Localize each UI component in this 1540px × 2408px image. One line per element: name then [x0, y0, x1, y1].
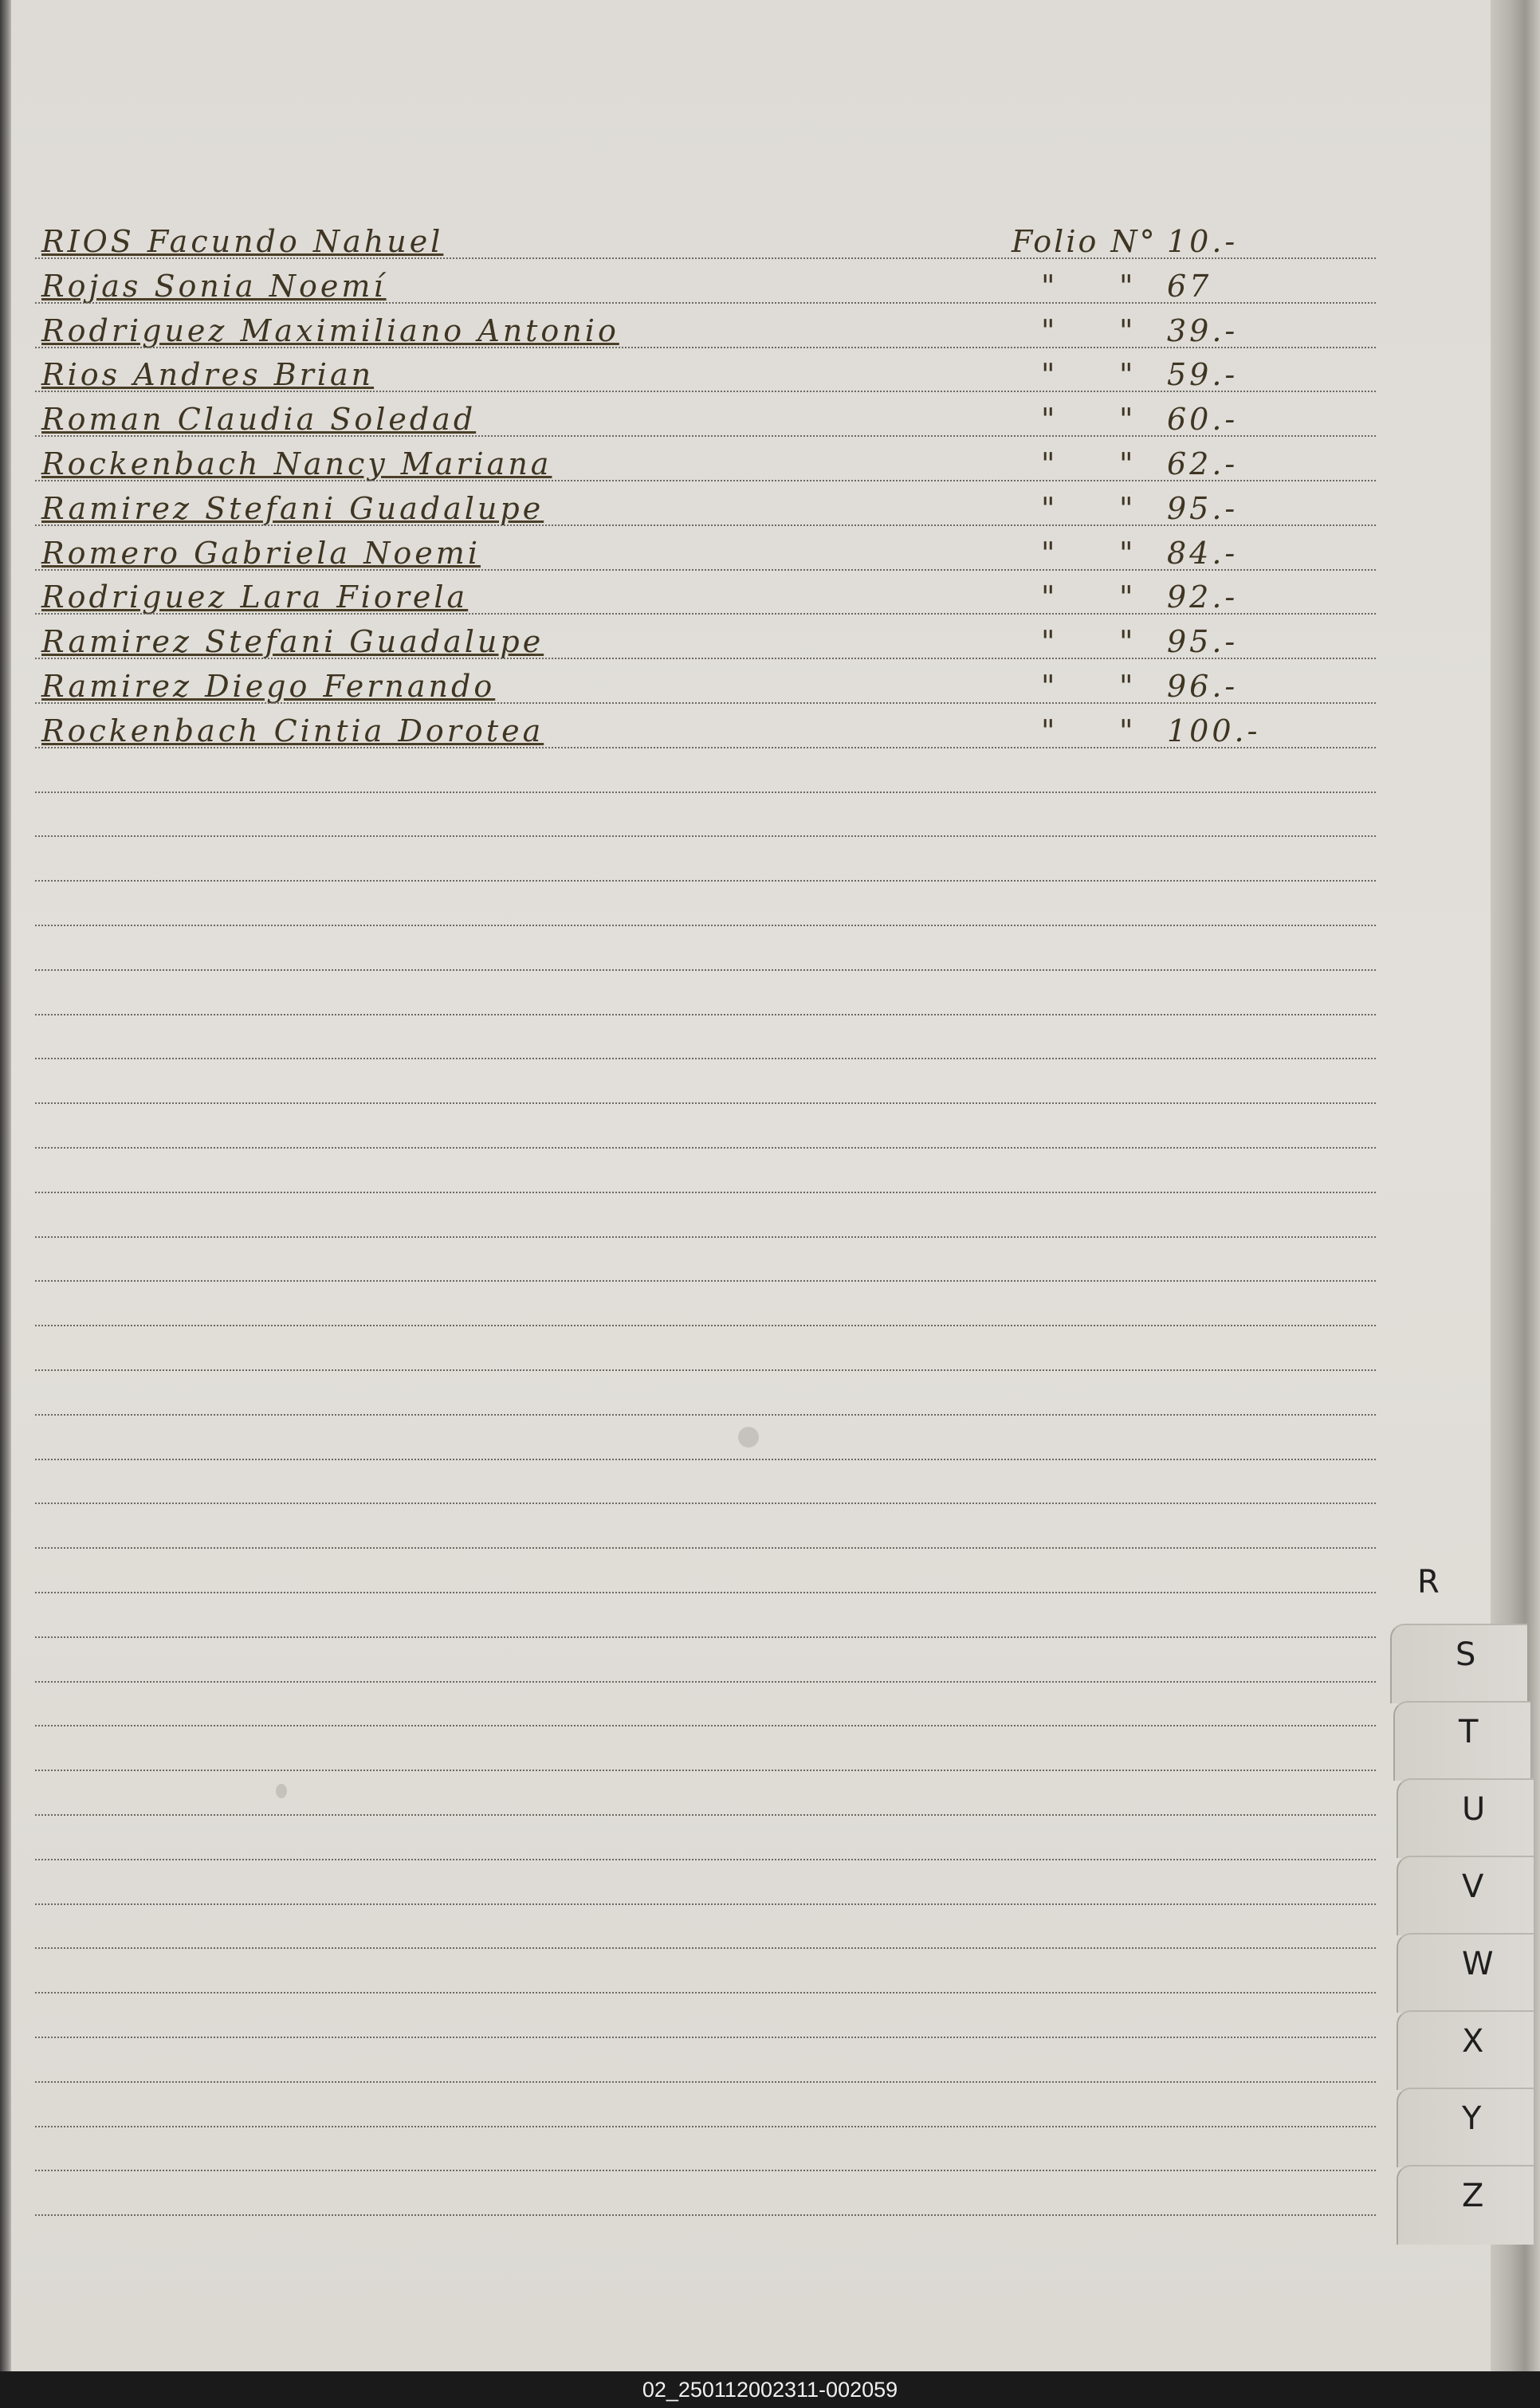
ruled-line: [35, 1102, 1376, 1104]
ruled-line: [35, 658, 1376, 659]
ditto-mark: ": [1119, 490, 1133, 526]
ruled-line: [35, 1770, 1376, 1771]
entry-name: Ramirez Stefani Guadalupe: [41, 624, 544, 660]
ditto-mark: ": [1041, 446, 1055, 481]
index-tab-y[interactable]: [1397, 2088, 1534, 2167]
folio-number: 10.-: [1167, 224, 1239, 259]
folio-label: Folio N°: [1012, 224, 1157, 259]
ditto-mark: ": [1119, 535, 1133, 571]
folio-number: 84.-: [1167, 535, 1239, 571]
ruled-line: [35, 2081, 1376, 2083]
index-entry: [35, 713, 1376, 792]
ditto-mark: ": [1041, 624, 1055, 660]
folio-number: 95.-: [1167, 624, 1239, 660]
index-tab-w[interactable]: [1397, 1933, 1534, 2013]
ditto-mark: ": [1119, 268, 1133, 304]
entry-name: Rockenbach Nancy Mariana: [41, 446, 552, 481]
ruled-line: [35, 792, 1376, 793]
ruled-line: [35, 702, 1376, 704]
entry-name: Rodriguez Maximiliano Antonio: [41, 312, 619, 348]
ruled-line: [35, 1681, 1376, 1683]
ruled-line: [35, 347, 1376, 348]
folio-number: 60.-: [1167, 402, 1239, 438]
ditto-mark: ": [1041, 669, 1055, 704]
ruled-line: [35, 2126, 1376, 2127]
ruled-line: [35, 391, 1376, 392]
ruled-line: [35, 747, 1376, 748]
ruled-line: [35, 1414, 1376, 1416]
folio-number: 96.-: [1167, 669, 1239, 704]
ruled-line: [35, 2214, 1376, 2216]
alphabet-index-tabs: [1379, 1546, 1538, 2343]
ruled-line: [35, 1592, 1376, 1593]
ruled-line: [35, 1947, 1376, 1949]
ruled-line: [35, 257, 1376, 259]
ditto-mark: ": [1041, 490, 1055, 526]
ruled-line: [35, 1236, 1376, 1238]
ruled-line: [35, 969, 1376, 971]
ruled-line: [35, 1859, 1376, 1860]
ditto-mark: ": [1119, 669, 1133, 704]
folio-number: 67: [1167, 268, 1212, 304]
entry-name: Rockenbach Cintia Dorotea: [41, 713, 544, 748]
index-tab-u[interactable]: [1397, 1778, 1534, 1858]
entry-name: RIOS Facundo Nahuel: [41, 224, 444, 259]
folio-number: 39.-: [1167, 312, 1239, 348]
folio-number: 100.-: [1167, 713, 1261, 748]
tab-letter: U: [1462, 1791, 1486, 1828]
tab-letter: V: [1462, 1868, 1484, 1905]
ruled-line: [35, 2037, 1376, 2038]
ditto-mark: ": [1119, 624, 1133, 660]
ruled-line: [35, 1369, 1376, 1371]
ruled-line: [35, 1636, 1376, 1638]
ruled-line: [35, 2170, 1376, 2171]
ditto-mark: ": [1041, 713, 1055, 748]
binding-edge: [0, 0, 11, 2371]
ledger-page: [11, 0, 1502, 2371]
ruled-line: [35, 835, 1376, 837]
ruled-line: [35, 1280, 1376, 1282]
ditto-mark: ": [1119, 579, 1133, 615]
entry-name: Rojas Sonia Noemí: [41, 268, 387, 304]
ditto-mark: ": [1119, 713, 1133, 748]
scan-id-footer: 02_250112002311-002059: [0, 2371, 1540, 2408]
ditto-mark: ": [1041, 402, 1055, 438]
ditto-mark: ": [1041, 579, 1055, 615]
entry-name: Romero Gabriela Noemi: [41, 535, 481, 571]
ditto-mark: ": [1041, 268, 1055, 304]
ditto-mark: ": [1119, 402, 1133, 438]
ruled-line: [35, 435, 1376, 437]
ruled-line: [35, 569, 1376, 571]
index-tab-x[interactable]: [1397, 2010, 1534, 2090]
ruled-line: [35, 1503, 1376, 1504]
ruled-line: [35, 1014, 1376, 1015]
entry-name: Roman Claudia Soledad: [41, 402, 477, 438]
ruled-line: [35, 1992, 1376, 1994]
index-tab-v[interactable]: [1397, 1856, 1534, 1935]
ditto-mark: ": [1041, 357, 1055, 393]
folio-number: 59.-: [1167, 357, 1239, 393]
tab-letter: T: [1459, 1714, 1479, 1750]
tab-letter: Z: [1462, 2178, 1484, 2214]
ditto-mark: ": [1041, 535, 1055, 571]
entry-name: Rodriguez Lara Fiorela: [41, 579, 469, 615]
ruled-line: [35, 880, 1376, 882]
entry-name: Ramirez Stefani Guadalupe: [41, 490, 544, 526]
folio-number: 62.-: [1167, 446, 1239, 481]
ruled-line: [35, 613, 1376, 615]
tab-letter: S: [1456, 1636, 1476, 1673]
folio-number: 95.-: [1167, 490, 1239, 526]
folio-number: 92.-: [1167, 579, 1239, 615]
tab-letter: W: [1462, 1946, 1494, 1982]
ruled-line: [35, 1725, 1376, 1726]
tab-letter: X: [1462, 2023, 1484, 2060]
index-tab-t[interactable]: [1393, 1701, 1530, 1781]
ruled-line: [35, 1192, 1376, 1193]
ruled-line: [35, 524, 1376, 526]
ruled-line: [35, 1814, 1376, 1816]
ruled-line: [35, 480, 1376, 481]
entry-name: Rios Andres Brian: [41, 357, 375, 393]
ruled-line: [35, 925, 1376, 926]
ruled-line: [35, 1147, 1376, 1149]
entry-name: Ramirez Diego Fernando: [41, 669, 496, 704]
ditto-mark: ": [1041, 312, 1055, 348]
ruled-line: [35, 1903, 1376, 1905]
ruled-lines: [35, 224, 1376, 2250]
ruled-line: [35, 1459, 1376, 1460]
index-tab-s[interactable]: [1390, 1624, 1527, 1703]
tab-letter: Y: [1462, 2100, 1482, 2137]
index-tab-z[interactable]: [1397, 2165, 1534, 2245]
ditto-mark: ": [1119, 446, 1133, 481]
ditto-mark: ": [1119, 312, 1133, 348]
ditto-mark: ": [1119, 357, 1133, 393]
ruled-line: [35, 1325, 1376, 1326]
ruled-line: [35, 302, 1376, 304]
ruled-line: [35, 1547, 1376, 1549]
tab-letter: R: [1417, 1564, 1440, 1601]
ruled-line: [35, 1058, 1376, 1059]
index-tab-r[interactable]: [1379, 1546, 1514, 1624]
